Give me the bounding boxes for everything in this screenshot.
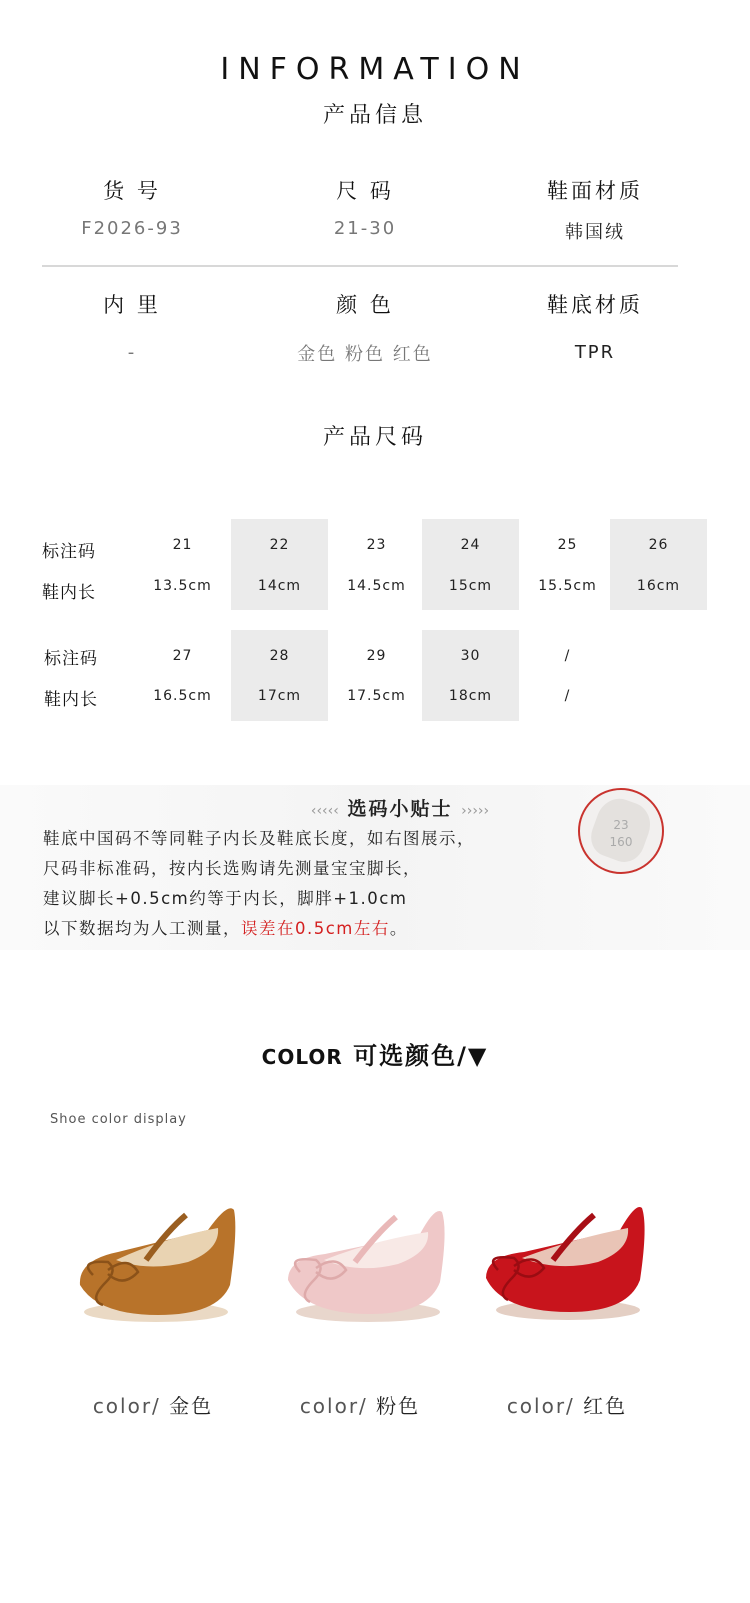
length-cell: 17cm xyxy=(257,688,302,704)
sole-size-bottom: 160 xyxy=(609,835,633,849)
row-label-length: 鞋内长 xyxy=(42,583,96,603)
length-cell: 16cm xyxy=(636,578,681,594)
color-name: 金色 xyxy=(169,1394,214,1418)
length-cell: 14cm xyxy=(257,578,302,594)
tip-error-highlight: 误差在0.5cm左右 xyxy=(241,919,390,938)
spec-value-lining: - xyxy=(127,342,137,363)
shoe-image-gold xyxy=(68,1190,238,1330)
color-section-title xyxy=(0,1036,750,1071)
size-cell: 24 xyxy=(460,537,481,553)
spec-label-item-no: 货 号 xyxy=(103,179,161,203)
spec-value-upper-material: 韩国绒 xyxy=(565,222,625,243)
size-cell-bg xyxy=(422,519,519,610)
color-label-gold xyxy=(53,1390,253,1419)
length-cell: 18cm xyxy=(448,688,493,704)
size-cell: / xyxy=(564,648,571,664)
length-cell: 13.5cm xyxy=(153,578,212,594)
length-cell: 14.5cm xyxy=(347,578,406,594)
row-label-size: 标注码 xyxy=(44,649,98,669)
spec-label-sole-material: 鞋底材质 xyxy=(547,293,643,317)
spec-divider xyxy=(42,265,678,267)
info-subtitle: 产品信息 xyxy=(322,103,427,128)
spec-label-upper-material: 鞋面材质 xyxy=(547,179,643,203)
row-label-length: 鞋内长 xyxy=(44,690,98,710)
tip-line: 尺码非标准码，按内长选购请先测量宝宝脚长， xyxy=(43,859,421,878)
length-cell: / xyxy=(564,688,571,704)
row-label-size: 标注码 xyxy=(42,542,96,562)
color-label-prefix: color/ xyxy=(299,1394,368,1418)
sole-size-top: 23 xyxy=(613,818,629,832)
spec-label-lining: 内 里 xyxy=(103,293,161,317)
spec-value-size: 21-30 xyxy=(333,218,397,239)
color-title-en: COLOR xyxy=(261,1045,343,1069)
color-title-zh: 可选颜色/ xyxy=(353,1042,468,1070)
tip-line xyxy=(43,915,408,939)
shoe-image-pink xyxy=(280,1190,450,1330)
length-cell: 15cm xyxy=(448,578,493,594)
size-cell-bg xyxy=(610,519,707,610)
tip-text: 以下数据均为人工测量， xyxy=(43,919,241,938)
spec-label-size: 尺 码 xyxy=(336,179,394,203)
spec-label-color: 颜 色 xyxy=(336,293,394,317)
color-label-pink xyxy=(260,1390,460,1419)
color-name: 粉色 xyxy=(376,1394,421,1418)
size-cell: 25 xyxy=(557,537,578,553)
chevron-right-icon: ››››› xyxy=(461,803,490,819)
size-cell: 23 xyxy=(366,537,387,553)
color-label-prefix: color/ xyxy=(92,1394,161,1418)
size-cell: 22 xyxy=(269,537,290,553)
color-label-prefix: color/ xyxy=(506,1394,575,1418)
tip-text: 。 xyxy=(389,919,408,938)
sole-size-badge xyxy=(578,788,664,874)
tips-title xyxy=(270,794,530,821)
size-cell: 29 xyxy=(366,648,387,664)
size-cell-bg xyxy=(231,519,328,610)
tips-title-text: 选码小贴士 xyxy=(347,798,453,820)
size-cell: 30 xyxy=(460,648,481,664)
chevron-left-icon: ‹‹‹‹‹ xyxy=(310,803,339,819)
tip-line: 鞋底中国码不等同鞋子内长及鞋底长度，如右图展示， xyxy=(43,829,475,848)
size-cell: 26 xyxy=(648,537,669,553)
size-cell: 28 xyxy=(269,648,290,664)
shoe-image-red xyxy=(480,1190,650,1330)
size-cell-bg xyxy=(231,630,328,721)
info-title: INFORMATION xyxy=(220,52,530,87)
size-chart-title: 产品尺码 xyxy=(322,425,427,450)
length-cell: 16.5cm xyxy=(153,688,212,704)
length-cell: 17.5cm xyxy=(347,688,406,704)
tip-line: 建议脚长+0.5cm约等于内长，脚胖+1.0cm xyxy=(43,889,408,908)
color-name: 红色 xyxy=(583,1394,628,1418)
color-label-red xyxy=(467,1390,667,1419)
size-cell-bg xyxy=(422,630,519,721)
spec-value-item-no: F2026-93 xyxy=(81,218,183,239)
size-cell: 21 xyxy=(172,537,193,553)
spec-value-sole-material: TPR xyxy=(574,342,616,363)
triangle-down-icon: ▼ xyxy=(467,1042,489,1070)
spec-value-color: 金色 粉色 红色 xyxy=(297,344,433,365)
size-cell: 27 xyxy=(172,648,193,664)
color-subtitle: Shoe color display xyxy=(50,1112,187,1127)
length-cell: 15.5cm xyxy=(538,578,597,594)
